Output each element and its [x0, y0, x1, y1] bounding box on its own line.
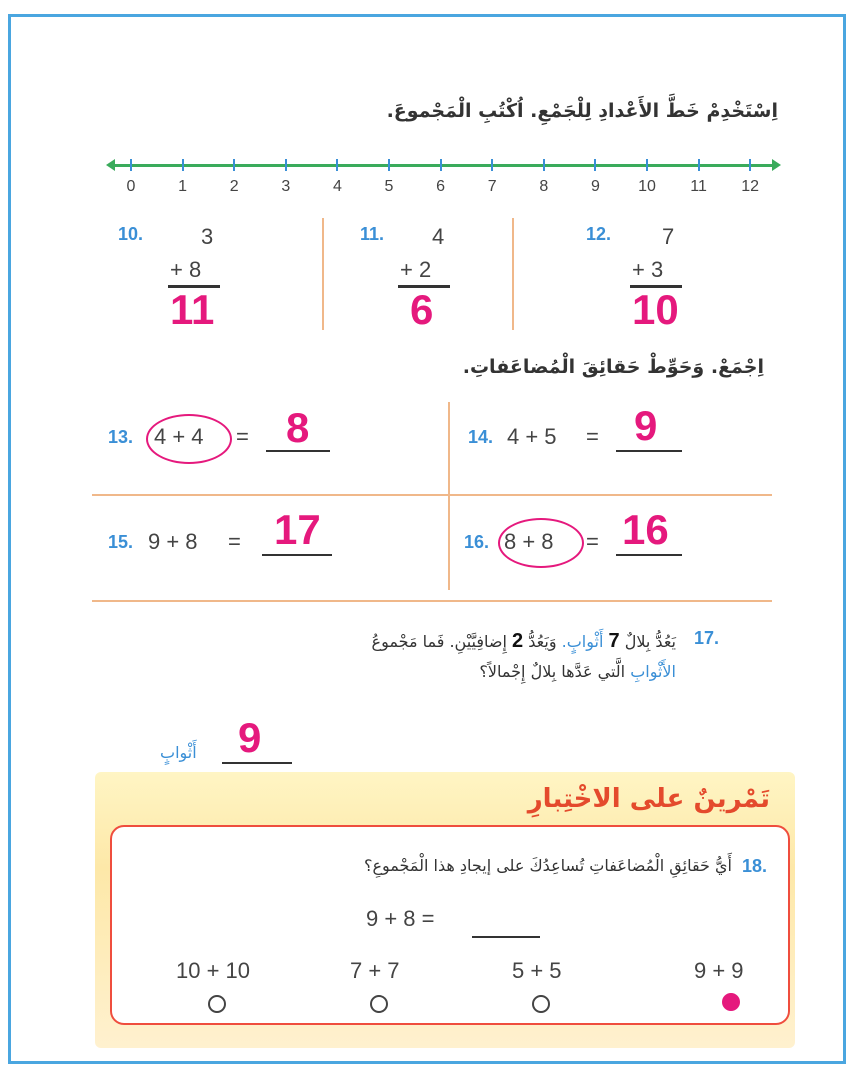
wp-text-6: الَّتي عَدَّها بِلالٌ إِجْمالاً؟ [479, 662, 626, 681]
problem-number-12: 12. [586, 224, 612, 244]
option-label-2: 7 + 7 [350, 958, 400, 983]
number-line-label: 12 [741, 178, 760, 195]
number-line-tick [646, 159, 648, 171]
problem-14-expr: 4 + 5 [507, 424, 557, 449]
problem-15-answer[interactable]: 17 [274, 506, 321, 553]
problem-13-expr: 4 + 4 [154, 424, 204, 449]
divider-vertical-2 [512, 218, 514, 330]
problem-16-expr: 8 + 8 [504, 529, 554, 554]
wp-text-5: الأَثْوابِ [630, 662, 676, 681]
problem-16-answer[interactable]: 16 [622, 506, 669, 553]
wp-text-1: يَعُدُّ بِلالٌ [624, 632, 676, 651]
number-line-tick [749, 159, 751, 171]
problem-10-answer[interactable]: 11 [170, 286, 215, 333]
test-expression: 9 + 8 = [366, 906, 435, 931]
option-radio-4-selected[interactable] [722, 993, 740, 1011]
option-radio-3[interactable] [532, 995, 550, 1013]
option-label-1: 10 + 10 [176, 958, 251, 983]
option-radio-2[interactable] [370, 995, 388, 1013]
problem-number-16: 16. [464, 532, 490, 552]
number-line-tick [388, 159, 390, 171]
problem-16-eq: = [586, 529, 599, 554]
option-radio-1[interactable] [208, 995, 226, 1013]
problem-14-eq: = [586, 424, 599, 449]
grid-divider-vertical [448, 402, 450, 590]
number-line-tick [543, 159, 545, 171]
option-label-4: 9 + 9 [694, 958, 744, 983]
problem-number-15: 15. [108, 532, 134, 552]
wp-text-4: إِضافِيَّيْنِ. فَما مَجْموعُ [371, 632, 507, 651]
problem-13-eq: = [236, 424, 249, 449]
problem-12-bottom: + 3 [632, 257, 664, 282]
problem-number-18: 18. [742, 856, 768, 876]
word-problem-line-2 [479, 662, 676, 681]
number-line-label: 2 [229, 178, 239, 195]
word-problem-answer-line [222, 762, 292, 764]
number-line [110, 164, 775, 167]
number-line-label: 4 [332, 178, 342, 195]
problem-10-top: 3 [201, 224, 214, 249]
test-answer-line [472, 936, 540, 938]
number-line-label: 10 [638, 178, 656, 195]
problem-15-answer-line [262, 554, 332, 556]
problem-11-top: 4 [432, 224, 445, 249]
number-line-left-arrow-icon [106, 159, 115, 171]
number-line-tick [491, 159, 493, 171]
number-line-tick [594, 159, 596, 171]
problem-12-top: 7 [662, 224, 675, 249]
problem-14-answer-line [616, 450, 682, 452]
test-question: أَيُّ حَقائِقِ الْمُضاعَفاتِ تُساعِدُكَ على إيجادِ هذا الْمَجْموعِ؟ [364, 856, 732, 875]
grid-divider-horizontal-2 [92, 600, 772, 602]
problem-13-answer[interactable]: 8 [286, 404, 310, 451]
wp-number-7: 7 [608, 630, 620, 652]
wp-text-2: أَثْوابٍ. [561, 632, 604, 651]
number-line-label: 9 [590, 178, 600, 195]
problem-11-bottom: + 2 [400, 257, 432, 282]
problem-number-13: 13. [108, 427, 134, 447]
problem-12-answer[interactable]: 10 [632, 286, 679, 333]
number-line-label: 7 [487, 178, 497, 195]
number-line-label: 8 [539, 178, 549, 195]
number-line-label: 3 [281, 178, 291, 195]
wp-number-2: 2 [512, 630, 524, 652]
problem-number-10: 10. [118, 224, 144, 244]
problem-11-answer[interactable]: 6 [410, 286, 434, 333]
number-line-tick [130, 159, 132, 171]
word-problem-line-1 [372, 630, 676, 653]
problem-14-answer[interactable]: 9 [634, 402, 658, 449]
number-line-right-arrow-icon [772, 159, 781, 171]
problem-10-bottom: + 8 [170, 257, 202, 282]
number-line-label: 5 [384, 178, 394, 195]
grid-divider-horizontal-1 [92, 494, 772, 496]
problem-16-answer-line [616, 554, 682, 556]
test-practice-title: تَمْرينٌ على الاخْتِبارِ [527, 784, 770, 814]
problem-number-17: 17. [694, 628, 720, 648]
problem-number-14: 14. [468, 427, 494, 447]
number-line-tick [440, 159, 442, 171]
number-line-label: 1 [178, 178, 188, 195]
number-line-tick [285, 159, 287, 171]
problem-15-expr: 9 + 8 [148, 529, 198, 554]
word-problem-unit: أَثْوابٍ [160, 743, 197, 762]
number-line-label: 11 [690, 178, 707, 195]
divider-vertical-1 [322, 218, 324, 330]
instruction-doubles: اِجْمَعْ. وَحَوِّطْ حَقائِقَ الْمُضاعَفاتِ. [462, 356, 764, 378]
number-line-tick [233, 159, 235, 171]
number-line-label: 6 [436, 178, 446, 195]
wp-text-3: وَيَعُدُّ [528, 632, 557, 651]
number-line-tick [698, 159, 700, 171]
instruction-number-line: اِسْتَخْدِمْ خَطَّ الأَعْدادِ لِلْجَمْعِ. اُكْتُبِ الْمَجْموعَ. [386, 100, 778, 122]
word-problem-answer[interactable]: 9 [238, 714, 262, 761]
number-line-tick [182, 159, 184, 171]
number-line-label: 0 [126, 178, 136, 195]
problem-15-eq: = [228, 529, 241, 554]
problem-number-11: 11. [360, 224, 385, 244]
option-label-3: 5 + 5 [512, 958, 562, 983]
number-line-tick [336, 159, 338, 171]
